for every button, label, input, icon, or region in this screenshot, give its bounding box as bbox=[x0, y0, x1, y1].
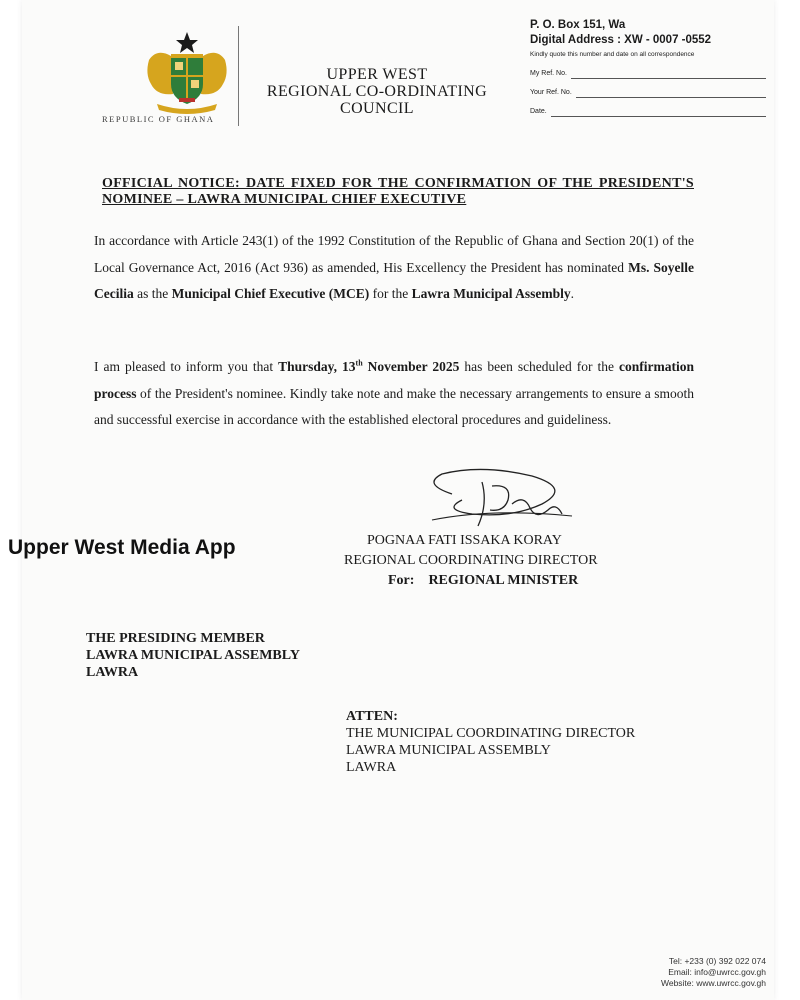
p2-text: has been scheduled for the bbox=[459, 359, 619, 374]
footer-contacts bbox=[582, 956, 766, 989]
your-ref-label: Your Ref. No. bbox=[530, 89, 572, 96]
atten-block bbox=[346, 708, 635, 776]
handwritten-signature bbox=[412, 464, 582, 534]
pobox: P. O. Box 151, Wa bbox=[530, 19, 626, 31]
for-label: For: bbox=[388, 573, 415, 588]
footer-website: Website: www.uwrcc.gov.gh bbox=[660, 978, 766, 988]
republic-label: REPUBLIC OF GHANA bbox=[102, 114, 215, 124]
header-divider bbox=[238, 26, 239, 126]
recipient-line: THE PRESIDING MEMBER bbox=[86, 631, 265, 646]
council-name bbox=[242, 66, 512, 117]
digital-address: Digital Address : XW - 0007 -0552 bbox=[530, 34, 712, 46]
my-ref-line bbox=[530, 69, 766, 79]
p1-text: as the bbox=[133, 286, 172, 301]
footer-tel: Tel: +233 (0) 392 022 074 bbox=[668, 956, 766, 966]
p1-text: In accordance with Article 243(1) of the 1992 Constitution of the Republic of Ghana and Section 20(1) of the Local Governance Act, 2016 (Act 936) as amended, His Excellency the President has nominated bbox=[94, 233, 694, 275]
notice-title: OFFICIAL NOTICE: DATE FIXED FOR THE CONFIRMATION OF THE PRESIDENT'S NOMINEE – LAWRA MUNICIPAL CHIEF EXECUTIVE bbox=[102, 176, 694, 207]
council-line: UPPER WEST bbox=[326, 66, 428, 83]
paragraph-schedule bbox=[94, 354, 694, 434]
atten-line: THE MUNICIPAL COORDINATING DIRECTOR bbox=[346, 726, 636, 741]
date-day: Thursday, 13 bbox=[278, 359, 356, 374]
recipient-line: LAWRA bbox=[86, 665, 139, 680]
confirmation-date bbox=[278, 359, 459, 374]
p2-text: I am pleased to inform you that bbox=[94, 359, 279, 374]
letter-page bbox=[8, 0, 774, 1000]
confirmation-process: confirmation process bbox=[94, 359, 694, 401]
date-suffix: th bbox=[355, 358, 363, 368]
media-watermark: Upper West Media App bbox=[8, 536, 236, 559]
your-ref-line bbox=[530, 88, 766, 98]
signatory-title: REGIONAL COORDINATING DIRECTOR bbox=[344, 553, 598, 568]
signatory-name: POGNAA FATI ISSAKA KORAY bbox=[367, 533, 562, 548]
contact-block bbox=[530, 18, 766, 117]
recipient-line: LAWRA MUNICIPAL ASSEMBLY bbox=[86, 648, 300, 663]
for-value: REGIONAL MINISTER bbox=[428, 573, 579, 588]
p2-text: of the President's nominee. Kindly take note and make the necessary arrangements to ensure a smooth and successful exercise in accordance with the established electoral procedures and guideliness. bbox=[94, 385, 694, 427]
recipient-block bbox=[86, 630, 300, 681]
date-month-year: November 2025 bbox=[362, 359, 460, 374]
atten-line: LAWRA MUNICIPAL ASSEMBLY bbox=[346, 743, 551, 758]
ghana-coat-of-arms-icon bbox=[127, 30, 247, 114]
your-ref-blank bbox=[576, 89, 766, 98]
footer-email: Email: info@uwrcc.gov.gh bbox=[668, 967, 766, 977]
date-label: Date. bbox=[530, 108, 547, 115]
council-line: COUNCIL bbox=[340, 100, 414, 117]
signatory-for bbox=[388, 572, 578, 589]
council-line: REGIONAL CO-ORDINATING bbox=[266, 83, 488, 100]
nominee-name: Ms. Soyelle Cecilia bbox=[94, 259, 694, 301]
my-ref-blank bbox=[571, 70, 766, 79]
assembly-name: Lawra Municipal Assembly bbox=[411, 286, 571, 301]
p1-text: . bbox=[570, 286, 574, 301]
p1-text: for the bbox=[369, 286, 412, 301]
date-line bbox=[530, 107, 766, 117]
date-blank bbox=[551, 108, 766, 117]
nominee-role: Municipal Chief Executive (MCE) bbox=[171, 286, 370, 301]
my-ref-label: My Ref. No. bbox=[530, 70, 567, 77]
quote-note: Kindly quote this number and date on all correspondence bbox=[530, 51, 695, 58]
atten-label: ATTEN: bbox=[346, 709, 398, 724]
atten-line: LAWRA bbox=[346, 760, 397, 775]
paragraph-nomination bbox=[94, 228, 694, 308]
